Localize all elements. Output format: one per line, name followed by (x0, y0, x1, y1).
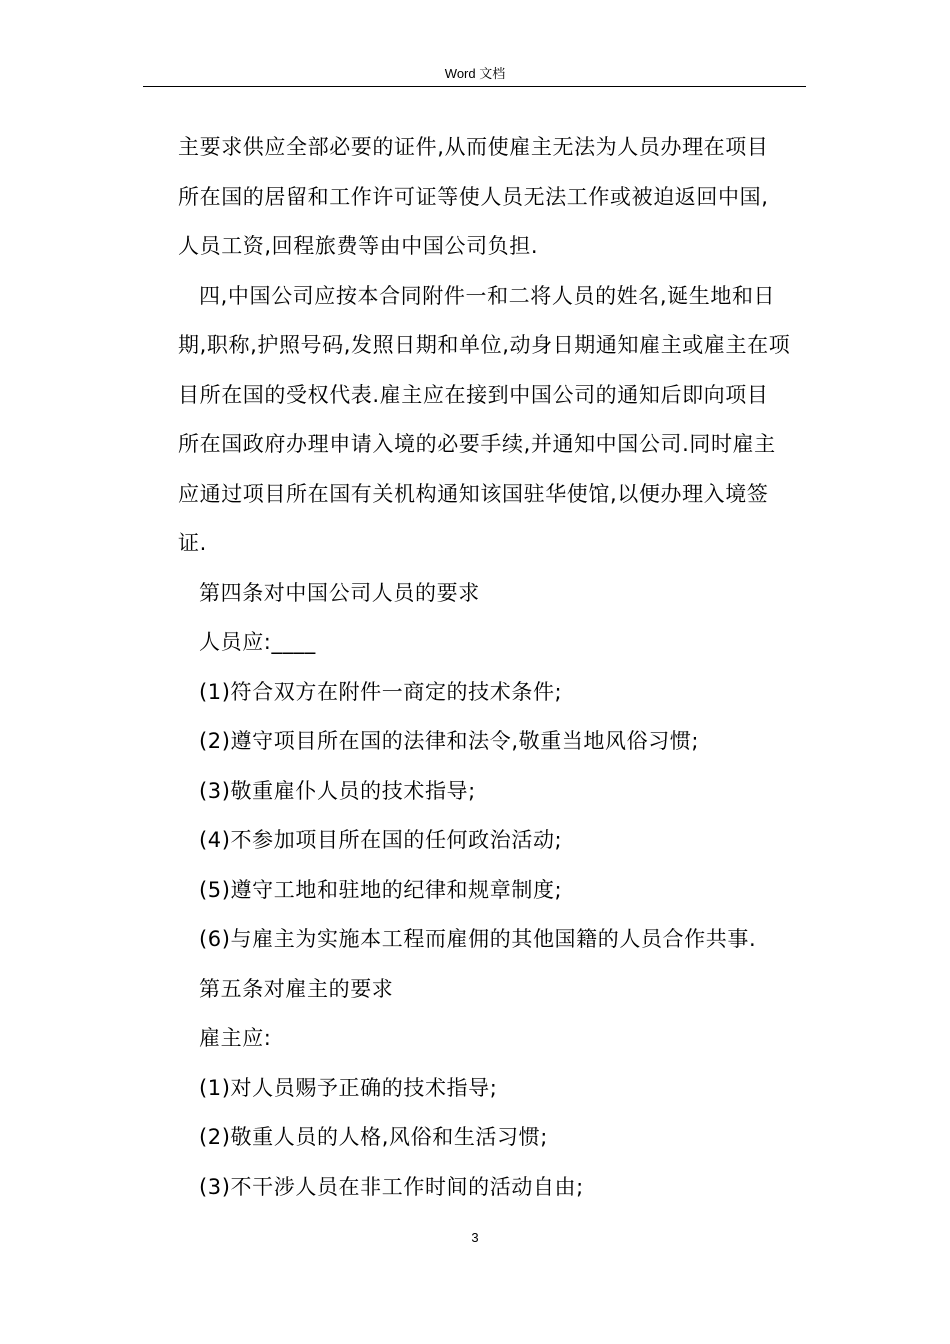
text-line: 雇主应: (199, 1026, 272, 1050)
text-line: 应通过项目所在国有关机构通知该国驻华使馆,以便办理入境签 (178, 481, 769, 506)
header-divider (143, 86, 806, 87)
text-line: 四,中国公司应按本合同附件一和二将人员的姓名,诞生地和日 (199, 283, 776, 308)
text-line: (1)对人员赐予正确的技术指导; (199, 1075, 498, 1100)
text-line: 第四条对中国公司人员的要求 (199, 580, 480, 605)
text-line: 人员应:____ (199, 630, 316, 654)
text-line: (5)遵守工地和驻地的纪律和规章制度; (199, 877, 563, 902)
text-line: (1)符合双方在附件一商定的技术条件; (199, 679, 563, 704)
text-line: (6)与雇主为实施本工程而雇佣的其他国籍的人员合作共事. (199, 927, 757, 951)
text-line: 目所在国的受权代表.雇主应在接到中国公司的通知后即向项目 (178, 382, 769, 407)
text-line: (2)敬重人员的人格,风俗和生活习惯; (199, 1125, 548, 1149)
text-line: 期,职称,护照号码,发照日期和单位,动身日期通知雇主或雇主在项 (178, 333, 791, 357)
document-body (178, 123, 818, 1212)
page-header-title: Word 文档 (444, 66, 506, 81)
text-line: 人员工资,回程旅费等由中国公司负担. (178, 234, 539, 258)
text-line: 所在国政府办理申请入境的必要手续,并通知中国公司.同时雇主 (178, 432, 776, 456)
text-line: (2)遵守项目所在国的法律和法令,敬重当地风俗习惯; (199, 729, 700, 753)
text-line: 证. (178, 531, 207, 555)
text-line: 所在国的居留和工作许可证等使人员无法工作或被迫返回中国, (178, 184, 769, 209)
text-line: 第五条对雇主的要求 (199, 976, 394, 1001)
page-number: 3 (471, 1230, 479, 1245)
text-line: (3)敬重雇仆人员的技术指导; (199, 778, 476, 803)
text-line: 主要求供应全部必要的证件,从而使雇主无法为人员办理在项目 (178, 135, 769, 159)
text-line: (4)不参加项目所在国的任何政治活动; (199, 828, 563, 852)
text-line: (3)不干涉人员在非工作时间的活动自由; (199, 1174, 584, 1199)
